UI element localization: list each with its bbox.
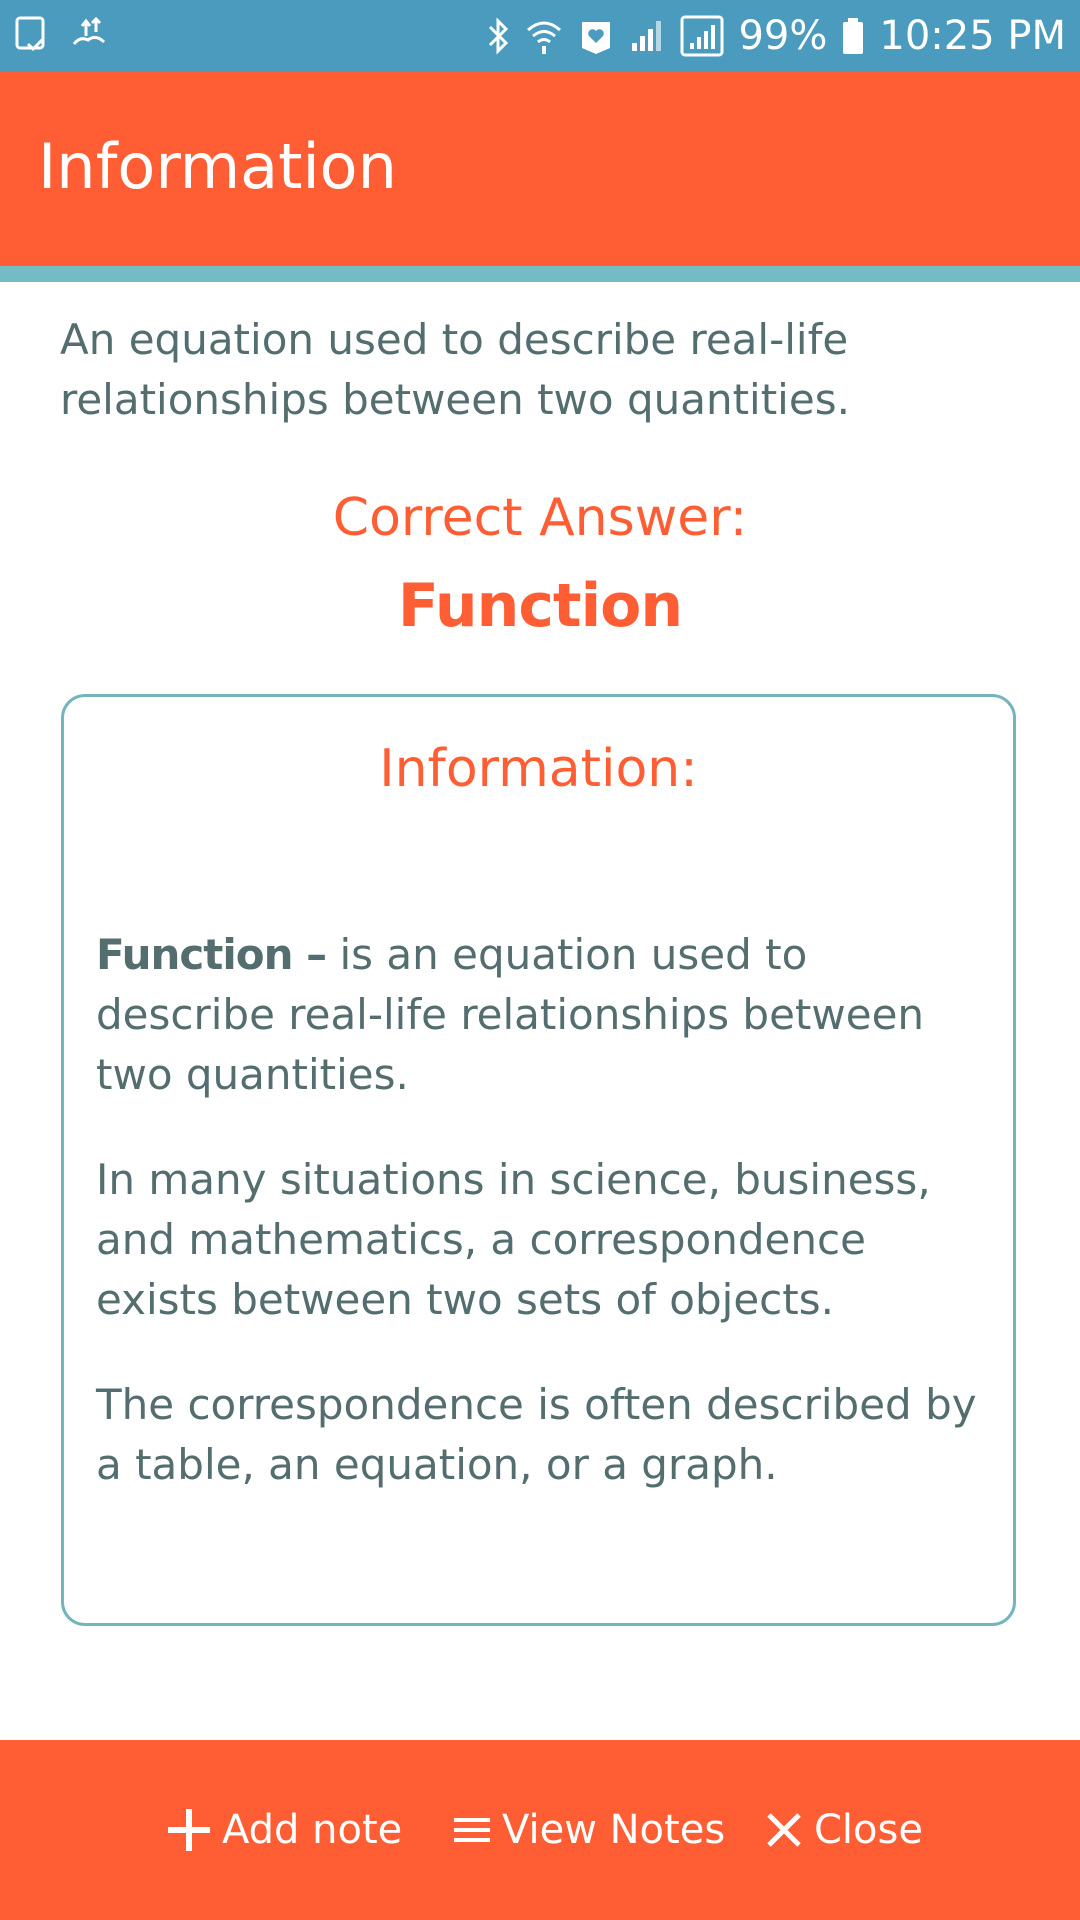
bluetooth-icon [486, 17, 510, 55]
info-paragraph: The correspondence is often described by a table, an equation, or a graph. [96, 1380, 977, 1489]
status-bar [0, 0, 1080, 72]
app-bar [0, 72, 1080, 266]
question-text: An equation used to describe real-life relationships between two quantities. [60, 315, 850, 424]
status-bar-left [14, 14, 110, 54]
app-bar-divider [0, 266, 1080, 282]
battery-icon [841, 16, 865, 56]
information-card-title: Information: [379, 739, 698, 799]
definition-text: is an equation used to describe real-life relationships between two quantities. [96, 930, 925, 1099]
wifi-icon [524, 16, 564, 56]
view-notes-button[interactable] [452, 1740, 725, 1920]
close-label: Close [814, 1807, 923, 1853]
correct-answer-value: Function [397, 571, 683, 641]
information-body [96, 925, 991, 1540]
battery-percentage: 99% [738, 13, 828, 59]
information-card [61, 694, 1016, 1626]
view-notes-label: View Notes [502, 1807, 726, 1853]
plus-icon [166, 1807, 222, 1853]
close-icon [764, 1810, 814, 1850]
menu-lines-icon [452, 1813, 502, 1847]
signal-icon [628, 17, 666, 55]
correct-answer-label: Correct Answer: [332, 488, 748, 548]
signal-icon [680, 15, 724, 57]
clock: 10:25 PM [879, 13, 1066, 59]
add-note-label: Add note [222, 1807, 403, 1853]
info-paragraph: In many situations in science, business, and mathematics, a correspondence exists between two sets of objects. [96, 1155, 931, 1324]
page-title: Information [38, 130, 397, 203]
status-bar-right [486, 0, 1066, 72]
tablet-check-icon [14, 14, 50, 54]
bottom-action-bar [0, 1740, 1080, 1920]
close-button[interactable] [764, 1740, 923, 1920]
add-note-button[interactable] [166, 1740, 402, 1920]
cloud-sync-icon [70, 14, 110, 54]
definition-term: Function – [96, 930, 327, 979]
definition-paragraph [96, 925, 991, 1105]
health-icon [578, 16, 614, 56]
